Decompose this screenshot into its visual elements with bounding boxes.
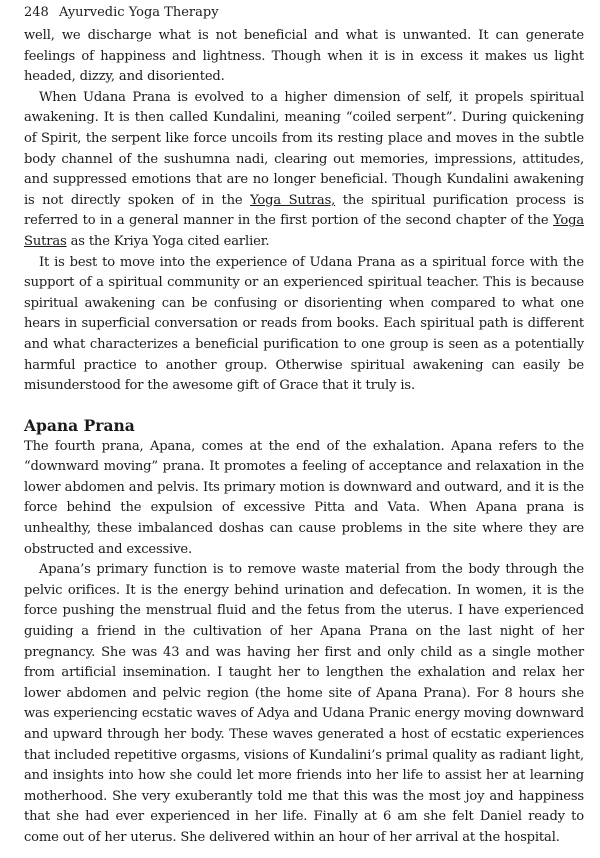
running-head <box>24 4 584 22</box>
paragraph-text: well, we discharge what is not beneficial and what is unwanted. It can generate feelings of happiness and lightness. Though when it is in excess it makes us light headed, dizzy, and disoriented. <box>24 28 584 85</box>
book-title-yoga-sutras: Yoga Sutras, <box>250 192 336 208</box>
book-page <box>24 4 584 849</box>
paragraph-udana-community <box>24 253 584 397</box>
page-number: 248 <box>24 5 49 20</box>
paragraph-apana-function <box>24 560 584 848</box>
paragraph-kundalini <box>24 88 584 253</box>
book-title-yoga-sutras: Yoga Sutras <box>24 213 584 249</box>
paragraph-apana-intro <box>24 437 584 561</box>
section-heading: Apana Prana <box>24 415 135 435</box>
paragraph-text: Apana’s primary function is to remove waste material from the body through the pelvic orifices. It is the energy behind urination and defecation. In women, it is the force pushing the menstrual fluid and the fetus from the uterus. I have experienced guiding a friend in the cultivation of her Apana Prana on the last night of her pregnancy. She was 43 and was having her first and only child as a single mother from artificial insemination. I taught her to lengthen the exhalation and relax her lower abdomen and pelvic region (the home site of Apana Prana). For 8 hours she was experiencing ecstatic waves of Adya and Udana Pranic energy moving downward and upward through her body. These waves generated a host of ecstatic experiences that included repetitive orgasms, visions of Kundalini’s primal quality as radiant light, and insights into how she could let more friends into her life to assist her at learning motherhood. She very exuberantly told me that this was the most joy and happiness that she had ever experienced in her life. Finally at 6 am she felt Daniel ready to come out of her uterus. She delivered within an hour of her arrival at the hospital. <box>24 562 584 845</box>
paragraph-text: The fourth prana, Apana, comes at the end of the exhalation. Apana refers to the “downward moving” prana. It promotes a feeling of acceptance and relaxation in the lower abdomen and pelvis. Its primary motion is downward and outward, and it is the force behind the expulsion of excessive Pitta and Vata. When Apana prana is unhealthy, these imbalanced doshas can cause problems in the site where they are obstructed and excessive. <box>24 438 584 557</box>
paragraph-text: When Udana Prana is evolved to a higher dimension of self, it propels spiritual awakening. It is then called Kundalini, meaning “coiled serpent”. During quickening of Spirit, the serpent like force uncoils from its resting place and moves in the subtle body channel of the sushumna nadi, clearing out memories, impressions, attitudes, and suppressed emotions that are no longer beneficial. Though Kundalini awakening is not directly spoken of in the <box>24 89 584 208</box>
paragraph-text: It is best to move into the experience of Udana Prana as a spiritual force with the support of a spiritual community or an experienced spiritual teacher. This is because spiritual awakening can be confusing or disorienting when compared to what one hears in superficial conversation or reads from books. Each spiritual path is different and what characterizes a beneficial purification to one group is seen as a potentially harmful practice to another group. Otherwise spiritual awakening can easily be misunderstood for the awesome gift of Grace that it truly is. <box>24 254 584 394</box>
paragraph-text: as the Kriya Yoga cited earlier. <box>66 233 270 249</box>
paragraph-continuation <box>24 26 584 88</box>
paragraph-text: the spiritual purification process is referred to in a general manner in the first portion of the second chapter of the <box>24 192 584 229</box>
running-title: Ayurvedic Yoga Therapy <box>58 5 219 20</box>
